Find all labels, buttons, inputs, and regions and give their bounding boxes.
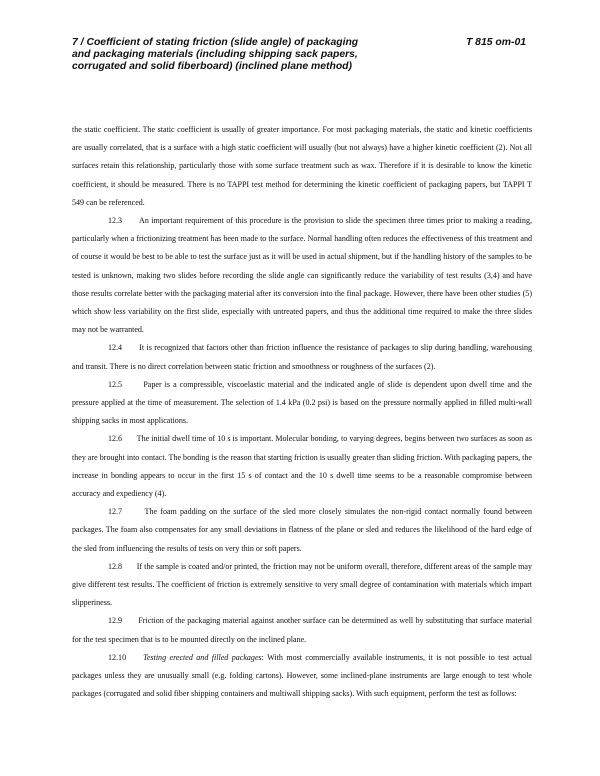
paragraph-text: If the sample is coated and/or printed, the friction may not be uniform overall, therefore, different areas of the sample may give different test results. The coefficient of friction is extremely sensitive to very small degree of contamination with materials which impart slipperiness. [72,561,532,608]
paragraph-12-6 [72,430,532,503]
paragraph-continuation [72,121,532,212]
section-number: 12.3 [108,216,123,226]
paragraph-text: the static coefficient. The static coefficient is usually of greater importance. For most packaging materials, the static and kinetic coefficients are usually correlated, that is a surface with a high static coefficient will usually (but not always) have a higher kinetic coefficient (2). Not all surfaces retain this relationship, particularly those with some surface treatment such as wax. Therefore if it is desirable to know the kinetic coefficient, it should be measured. There is no TAPPI test method for determining the kinetic coefficient of packaging papers, but TAPPI T 549 can be referenced. [72,125,532,207]
paragraph-12-5 [72,376,532,431]
header-title-line: corrugated and solid fiberboard) (inclined plane method) [72,61,352,73]
section-number: 12.4 [108,343,123,353]
paragraph-text: The foam padding on the surface of the sled more closely simulates the non-rigid contact normally found between packages. The foam also compensates for any small deviations in flatness of the plane or sled and reduces the likelihood of the hard edge of the sled from influencing the results of tests on very thin or soft papers. [72,507,532,553]
body-text [72,121,532,704]
section-number: 12.7 [108,507,123,517]
paragraph-12-3 [72,212,532,339]
paragraph-text: Paper is a compressible, viscoelastic material and the indicated angle of slide is dependent upon dwell time and the pressure applied at the time of measurement. The selection of 1.4 kPa (0.2 psi) is based on the pressure normally applied in filled multi-wall shipping sacks in most applications. [72,379,532,426]
section-number: 12.6 [108,434,123,444]
paragraph-text: An important requirement of this procedure is the provision to slide the specimen three times prior to making a reading, particularly when a frictionizing treatment has been made to the surface. Normal handling often reduces the effectiveness of this treatment and of course it would be best to be able to test the surface just as it will be used in actual shipment, but if the handling history of the samples to be tested is unknown, making two slides before recording the slide angle can significantly reduce the variability of test results (3,4) and have those results correlate better with the packaging material after its conversion into the final package. However, there have been other studies (5) which show less variability on the first slide, especially with untreated papers, and thus the additional time required to make the three slides may not be warranted. [72,216,532,335]
section-number: 12.8 [108,561,123,571]
section-number: 12.9 [108,616,123,626]
paragraph-12-10 [72,649,532,704]
header-title-line: and packaging materials (including shipping sack papers, [72,49,358,61]
paragraph-12-4 [72,339,532,375]
section-number: 12.10 [108,652,127,662]
paragraph-text: It is recognized that factors other than friction influence the resistance of packages to slip during handling, warehousing and transit. There is no direct correlation between static friction and smoothness or roughness of the surfaces (2). [72,343,532,371]
paragraph-12-8 [72,558,532,613]
paragraph-text: The initial dwell time of 10 s is important. Molecular bonding, to varying degrees, begins between two surfaces as soon as they are brought into contact. The bonding is the reason that starting friction is usually greater than sliding friction. With packaging papers, the increase in bonding appears to occur in the first 15 s of contact and the 10 s dwell time seems to be a reasonable compromise between accuracy and expediency (4). [72,434,532,499]
paragraph-text: : With most commercially available instruments, it is not possible to test actual packages unless they are unusually small (e.g. folding cartons). However, some inclined-plane instruments are large enough to test whole packages (corrugated and solid fiber shipping containers and multiwall shipping sacks). With such equipment, perform the test as follows: [72,652,533,699]
header-title-line: 7 / Coefficient of stating friction (slide angle) of packaging [72,37,359,48]
section-number: 12.5 [108,379,123,389]
standard-code: T 815 om-01 [465,37,526,48]
document-page [72,0,532,704]
paragraph-12-7 [72,503,532,558]
paragraph-12-9 [72,612,532,648]
header-title [72,37,392,74]
italic-lead: Testing erected and filled packages [143,652,262,662]
page-header [72,37,532,88]
paragraph-text: Friction of the packaging material against another surface can be determined as well by substituting that surface material for the test specimen that is to be mounted directly on the inclined plane. [72,616,532,644]
